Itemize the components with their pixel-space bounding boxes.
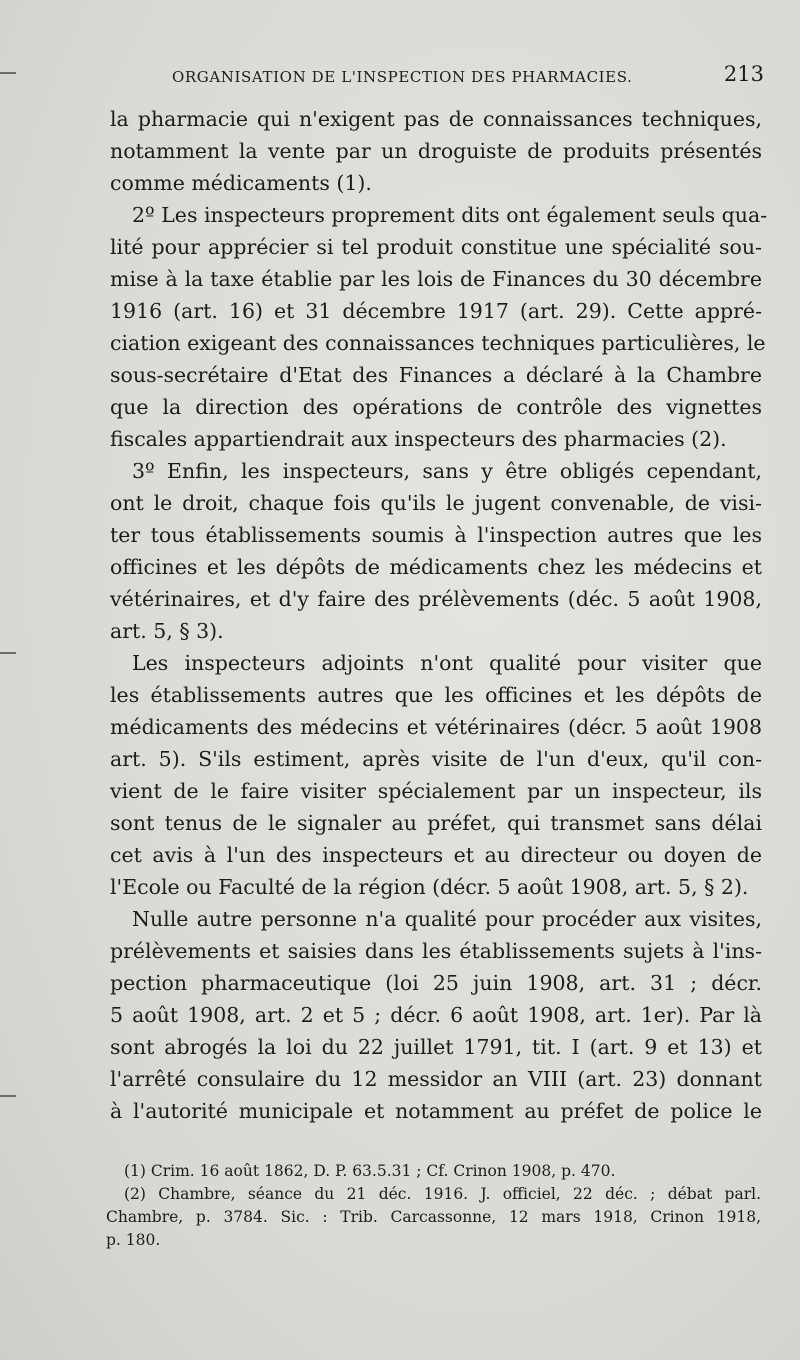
- text-line: vétérinaires, et d'y faire des prélèvements (déc. 5 août 1908,: [110, 587, 762, 611]
- text-line: art. 5, § 3).: [110, 619, 224, 643]
- text-line: les établissements autres que les officines et les dépôts de: [110, 683, 762, 707]
- text-line: sont tenus de le signaler au préfet, qui transmet sans délai: [110, 811, 762, 835]
- text-line: Les inspecteurs adjoints n'ont qualité pour visiter que: [132, 651, 762, 675]
- text-line: ont le droit, chaque fois qu'ils le jugent convenable, de visi-: [110, 491, 762, 515]
- running-title: ORGANISATION DE L'INSPECTION DES PHARMACIES.: [172, 68, 633, 86]
- text-line: officines et les dépôts de médicaments chez les médecins et: [110, 555, 762, 579]
- footnote-line: Chambre, p. 3784. Sic. : Trib. Carcassonne, 12 mars 1918, Crinon 1918,: [106, 1208, 761, 1226]
- text-line: Nulle autre personne n'a qualité pour procéder aux visites,: [132, 907, 762, 931]
- text-line: ciation exigeant des connaissances techniques particulières, le: [110, 331, 766, 355]
- margin-mark: [0, 1095, 16, 1097]
- text-line: 1916 (art. 16) et 31 décembre 1917 (art. 29). Cette appré-: [110, 299, 762, 323]
- running-header: [172, 62, 772, 92]
- text-line: que la direction des opérations de contrôle des vignettes: [110, 395, 762, 419]
- text-line: la pharmacie qui n'exigent pas de connaissances techniques,: [110, 107, 762, 131]
- text-line: l'Ecole ou Faculté de la région (décr. 5 août 1908, art. 5, § 2).: [110, 875, 749, 899]
- page-number: 213: [723, 62, 764, 86]
- text-line: sont abrogés la loi du 22 juillet 1791, tit. I (art. 9 et 13) et: [110, 1035, 762, 1059]
- text-line: pection pharmaceutique (loi 25 juin 1908, art. 31 ; décr.: [110, 971, 762, 995]
- text-line: comme médicaments (1).: [110, 171, 372, 195]
- text-line: fiscales appartiendrait aux inspecteurs des pharmacies (2).: [110, 427, 727, 451]
- footnote-line: (2) Chambre, séance du 21 déc. 1916. J. officiel, 22 déc. ; débat parl.: [124, 1185, 761, 1203]
- footnote-line: (1) Crim. 16 août 1862, D. P. 63.5.31 ; Cf. Crinon 1908, p. 470.: [124, 1162, 616, 1180]
- text-line: à l'autorité municipale et notamment au préfet de police le: [110, 1099, 762, 1123]
- text-line: cet avis à l'un des inspecteurs et au directeur ou doyen de: [110, 843, 762, 867]
- margin-mark: [0, 652, 16, 654]
- text-line: 2º Les inspecteurs proprement dits ont également seuls qua-: [132, 203, 768, 227]
- text-line: l'arrêté consulaire du 12 messidor an VIII (art. 23) donnant: [110, 1067, 762, 1091]
- text-line: notamment la vente par un droguiste de produits présentés: [110, 139, 762, 163]
- text-line: sous-secrétaire d'Etat des Finances a déclaré à la Chambre: [110, 363, 762, 387]
- text-line: lité pour apprécier si tel produit constitue une spécialité sou-: [110, 235, 762, 259]
- text-line: vient de le faire visiter spécialement par un inspecteur, ils: [110, 779, 762, 803]
- text-line: ter tous établissements soumis à l'inspection autres que les: [110, 523, 762, 547]
- text-line: 3º Enfin, les inspecteurs, sans y être obligés cependant,: [132, 459, 762, 483]
- text-line: art. 5). S'ils estiment, après visite de l'un d'eux, qu'il con-: [110, 747, 762, 771]
- margin-mark: [0, 72, 16, 74]
- text-line: mise à la taxe établie par les lois de Finances du 30 décembre: [110, 267, 762, 291]
- text-line: 5 août 1908, art. 2 et 5 ; décr. 6 août 1908, art. 1er). Par là: [110, 1003, 762, 1027]
- text-line: prélèvements et saisies dans les établissements sujets à l'ins-: [110, 939, 762, 963]
- text-line: médicaments des médecins et vétérinaires (décr. 5 août 1908: [110, 715, 762, 739]
- footnote-line: p. 180.: [106, 1231, 161, 1249]
